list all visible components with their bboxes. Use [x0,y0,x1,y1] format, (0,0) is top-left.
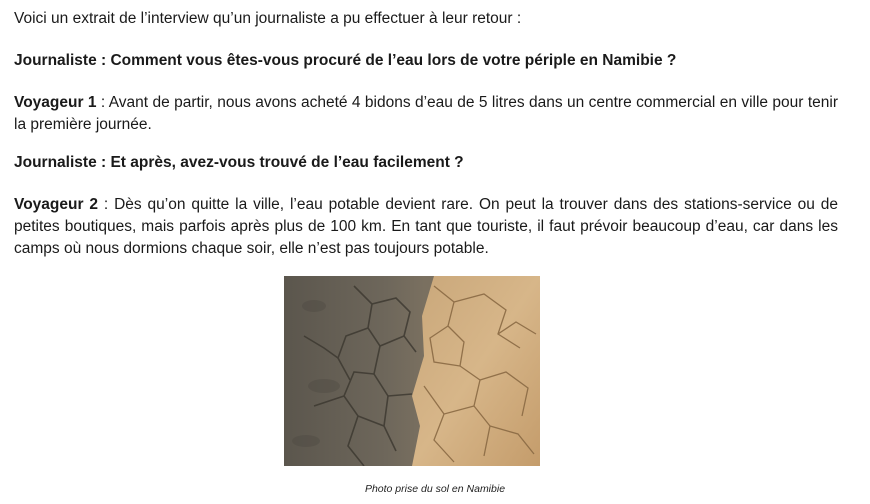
document-body [14,8,838,276]
journalist-question-2: Journaliste : Et après, avez-vous trouvé de l’eau facilement ? [14,154,464,171]
traveler-answer-1 [14,92,838,136]
photo-illustration [284,276,540,466]
traveler-answer-2 [14,194,838,260]
intro-paragraph: Voici un extrait de l’interview qu’un journaliste a pu effectuer à leur retour : [14,10,522,27]
speaker-label: Voyageur 2 [14,196,98,213]
journalist-question-1: Journaliste : Comment vous êtes-vous procuré de l’eau lors de votre périple en Namibie ? [14,52,677,69]
dry-cracked-soil-photo [284,276,540,466]
speaker-label: Voyageur 1 [14,94,97,111]
answer-text: : Dès qu’on quitte la ville, l’eau potable devient rare. On peut la trouver dans des stations-service ou de petites boutiques, mais parfois après plus de 100 km. En tant que touriste, il faut prévoir beaucoup d’eau, car dans les camps où nous dormions chaque soir, elle n’est pas toujours potable. [14,196,838,257]
photo-caption: Photo prise du sol en Namibie [364,483,506,495]
answer-text: : Avant de partir, nous avons acheté 4 bidons d’eau de 5 litres dans un centre commercial en ville pour tenir la première journée. [14,94,838,133]
